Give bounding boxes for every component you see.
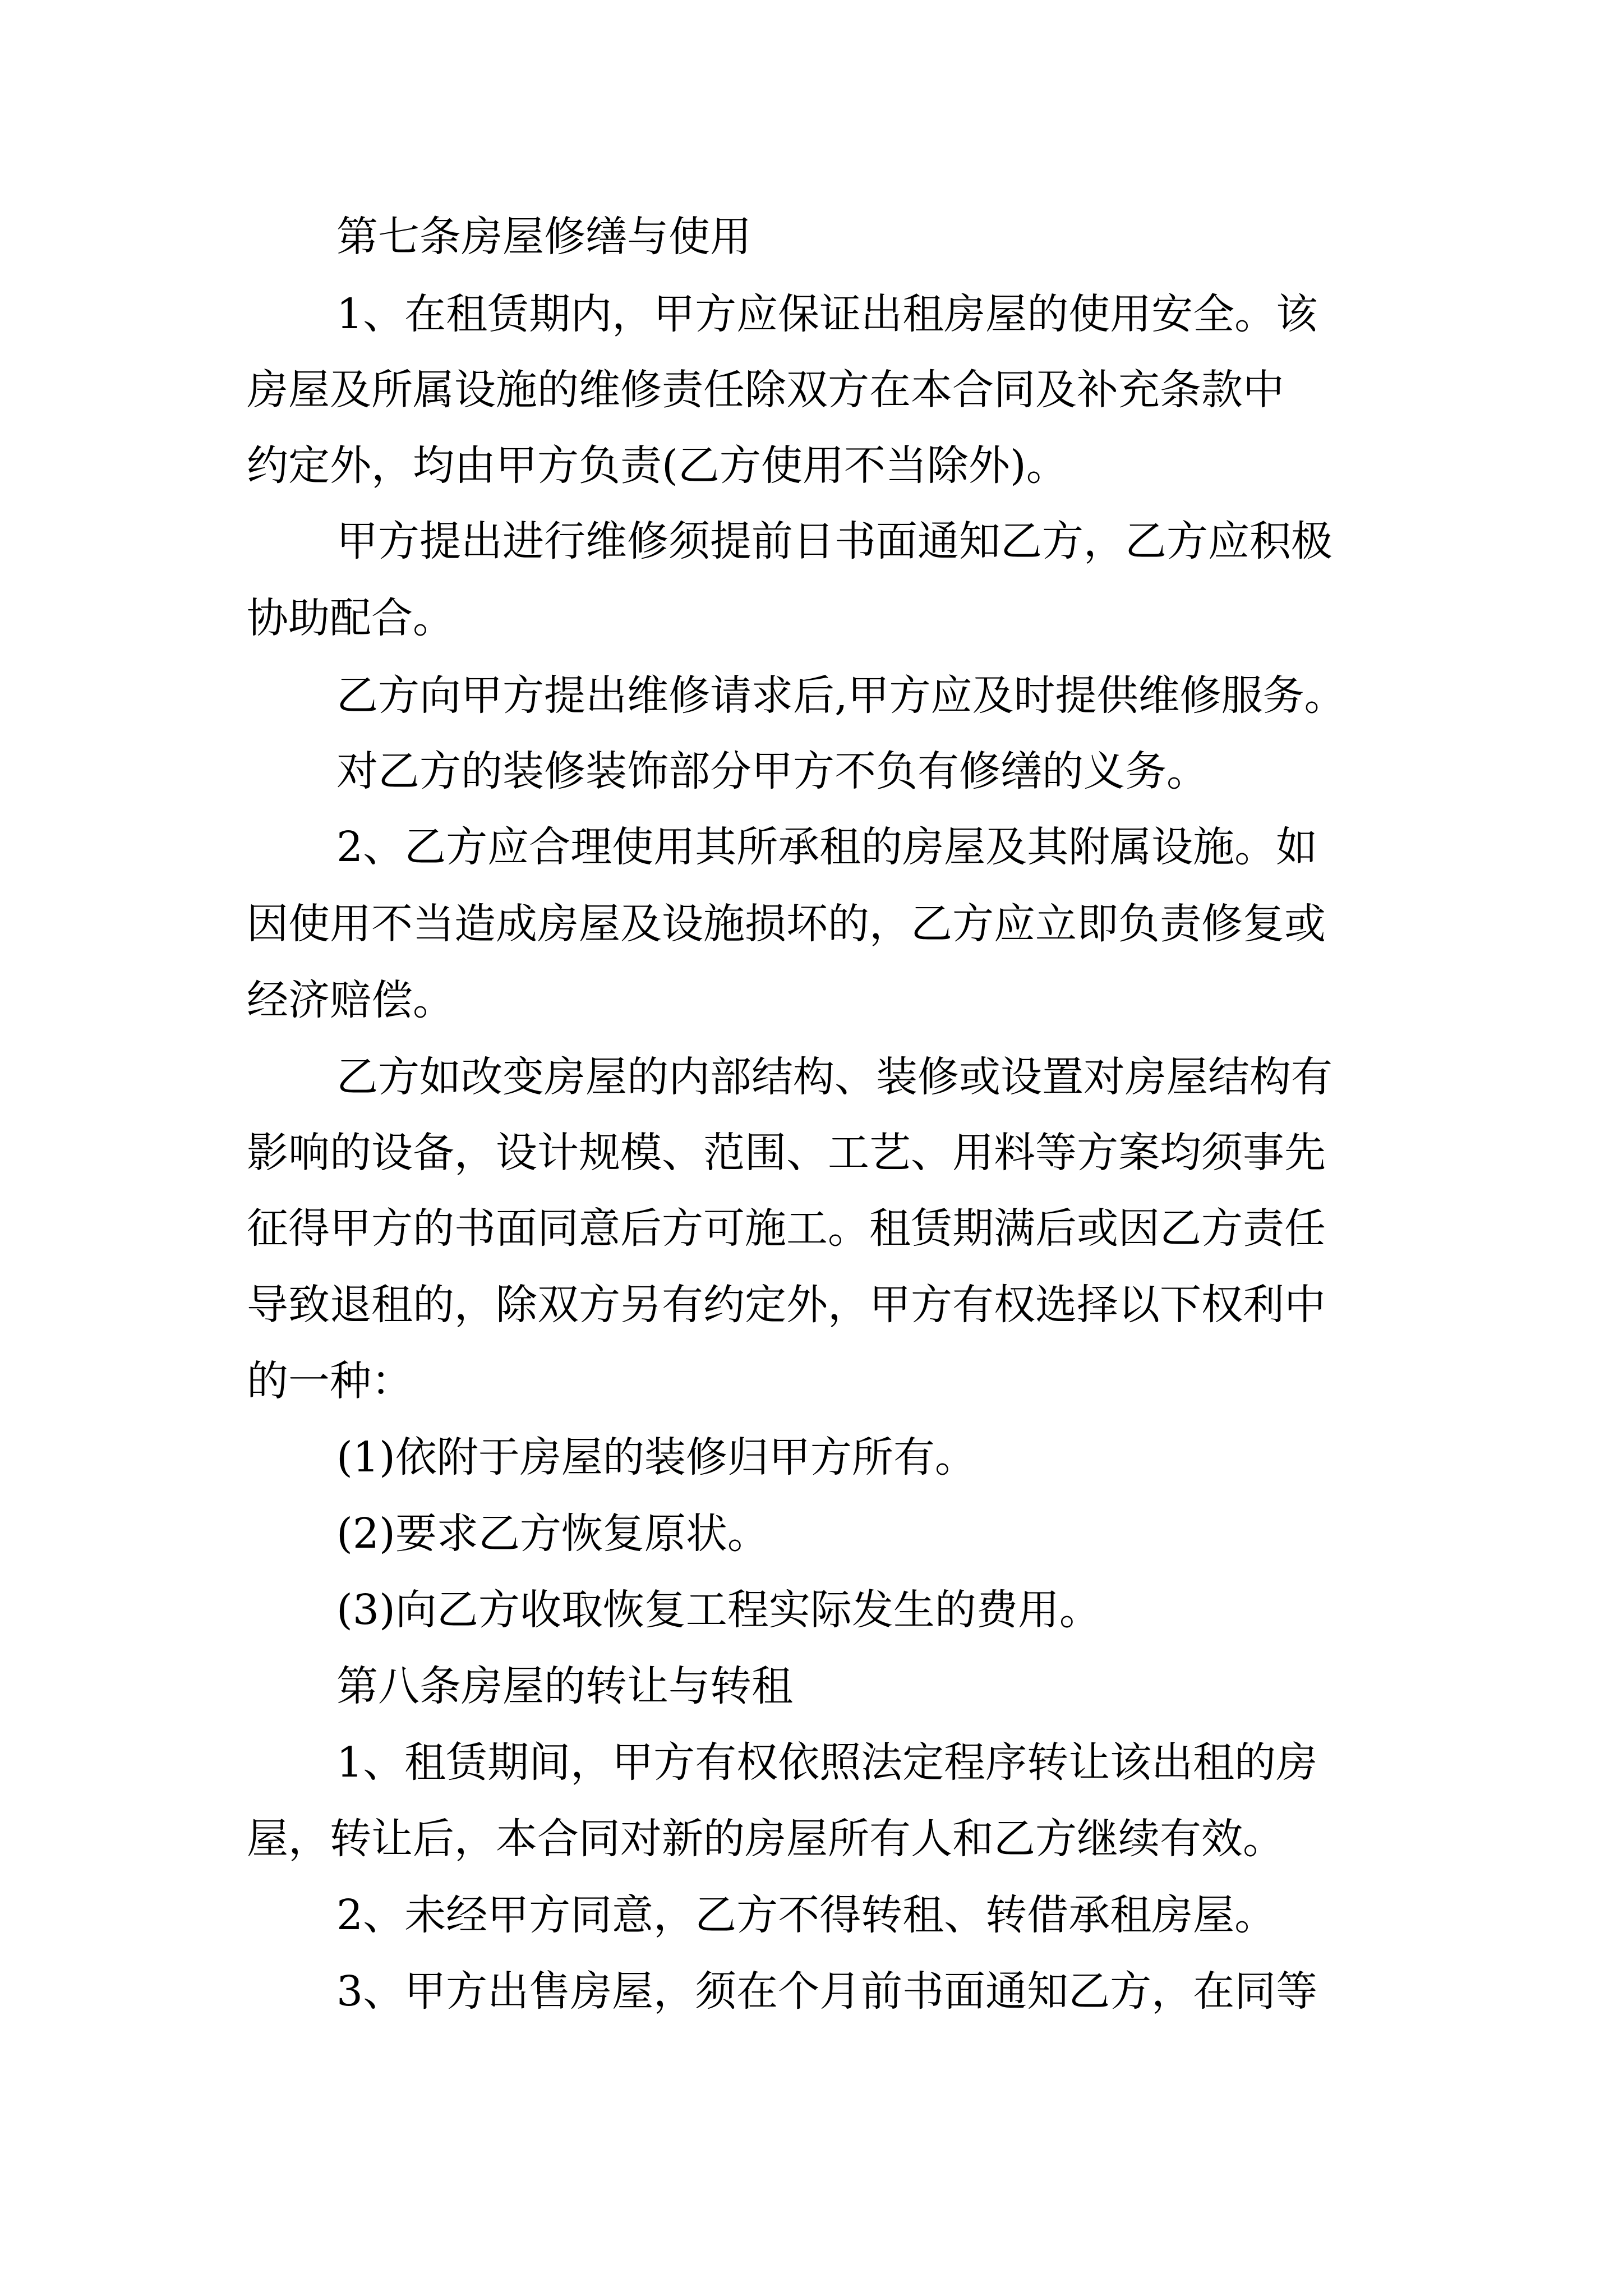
paragraph-line: 3、甲方出售房屋，须在个月前书面通知乙方，在同等 — [336, 1967, 1318, 2016]
paragraph-line: 约定外，均由甲方负责(乙方使用不当除外)。 — [247, 441, 1068, 490]
paragraph-line: 乙方向甲方提出维修请求后,甲方应及时提供维修服务。 — [336, 671, 1346, 720]
paragraph-line: 屋，转让后，本合同对新的房屋所有人和乙方继续有效。 — [247, 1815, 1284, 1863]
paragraph-line: 协助配合。 — [247, 594, 454, 642]
paragraph-line: 1、租赁期间，甲方有权依照法定程序转让该出租的房 — [336, 1738, 1318, 1787]
paragraph-line: 1、在租赁期内，甲方应保证出租房屋的使用安全。该 — [336, 290, 1318, 338]
paragraph-line: 对乙方的装修装饰部分甲方不负有修缮的义务。 — [336, 747, 1208, 795]
paragraph-line: 房屋及所属设施的维修责任除双方在本合同及补充条款中 — [247, 366, 1284, 414]
article-8-heading: 第八条房屋的转让与转租 — [336, 1662, 793, 1710]
paragraph-line: 征得甲方的书面同意后方可施工。租赁期满后或因乙方责任 — [247, 1204, 1326, 1253]
paragraph-line: 影响的设备，设计规模、范围、工艺、用料等方案均须事先 — [247, 1129, 1326, 1177]
article-7-heading: 第七条房屋修缮与使用 — [336, 213, 751, 261]
paragraph-line: 2、未经甲方同意，乙方不得转租、转借承租房屋。 — [336, 1891, 1276, 1939]
paragraph-line: 因使用不当造成房屋及设施损坏的，乙方应立即负责修复或 — [247, 900, 1326, 948]
paragraph-line: 2、乙方应合理使用其所承租的房屋及其附属设施。如 — [336, 823, 1318, 871]
paragraph-line: 的一种： — [247, 1357, 413, 1405]
paragraph-line: 导致退租的，除双方另有约定外，甲方有权选择以下权利中 — [247, 1281, 1326, 1329]
paragraph-line: 乙方如改变房屋的内部结构、装修或设置对房屋结构有 — [336, 1053, 1332, 1101]
list-item: (3)向乙方收取恢复工程实际发生的费用。 — [336, 1586, 1101, 1634]
list-item: (2)要求乙方恢复原状。 — [336, 1510, 769, 1558]
list-item: (1)依附于房屋的装修归甲方所有。 — [336, 1433, 976, 1481]
paragraph-line: 经济赔偿。 — [247, 976, 454, 1024]
paragraph-line: 甲方提出进行维修须提前日书面通知乙方，乙方应积极 — [336, 517, 1332, 565]
